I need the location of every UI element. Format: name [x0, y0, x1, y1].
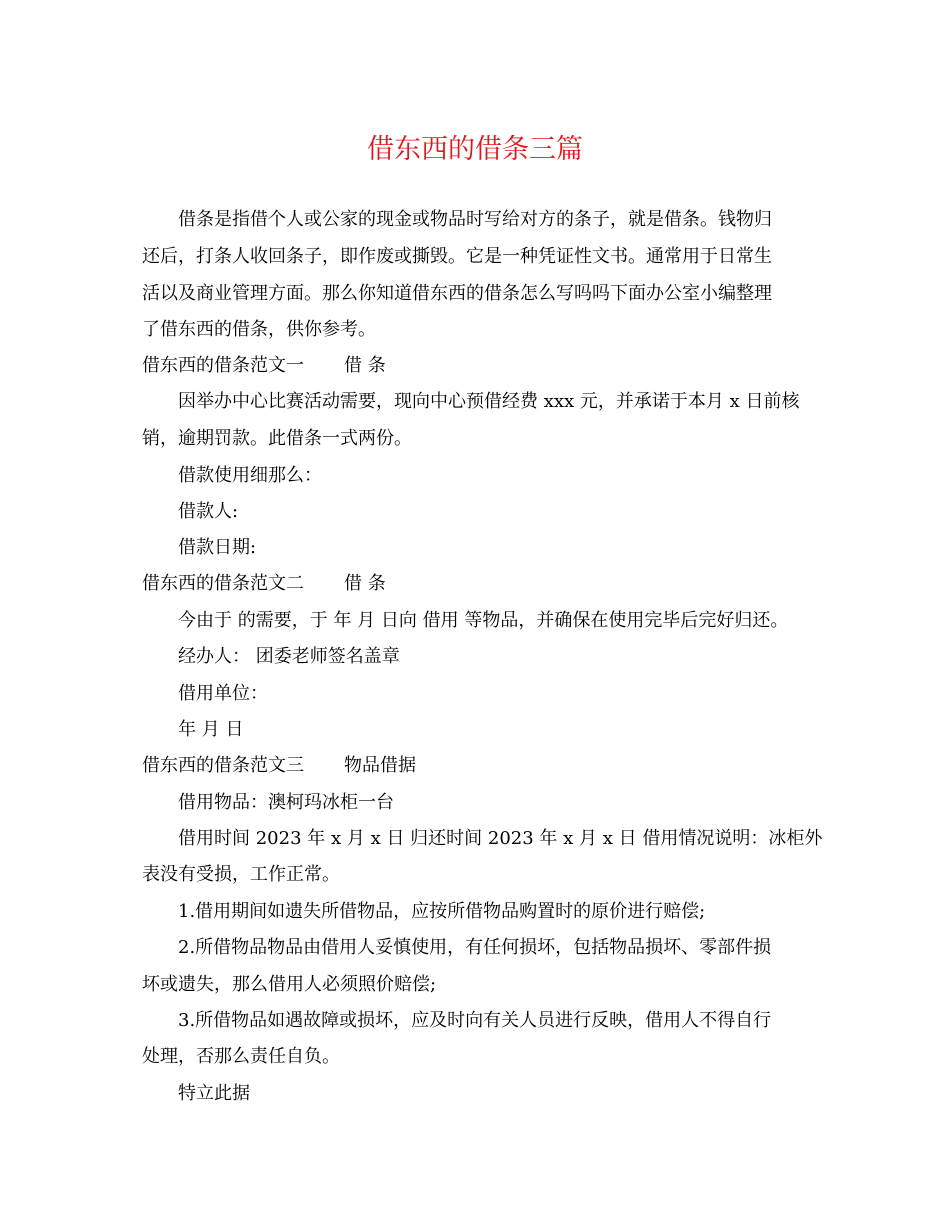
- sample3-item: 借用物品：澳柯玛冰柜一台: [178, 792, 394, 813]
- intro-line: 还后，打条人收回条子，即作废或撕毁。它是一种凭证性文书。通常用于日常生: [142, 246, 772, 267]
- sample1-detail: 借款使用细那么：: [178, 465, 322, 486]
- sample2-handler: 经办人： 团委老师签名盖章: [178, 646, 400, 667]
- sample2-subheading: 借 条: [344, 573, 386, 594]
- sample3-rule3-line: 3.所借物品如遇故障或损坏，应及时向有关人员进行反映，借用人不得自行: [178, 1010, 772, 1031]
- intro-line: 活以及商业管理方面。那么你知道借东西的借条怎么写吗吗下面办公室小编整理: [142, 283, 772, 304]
- sample1-subheading: 借 条: [344, 355, 386, 376]
- sample3-rule2-line: 坏或遗失，那么借用人必须照价赔偿;: [142, 974, 437, 995]
- sample1-body-line: 因举办中心比赛活动需要，现向中心预借经费 xxx 元，并承诺于本月 x 日前核: [178, 391, 800, 412]
- sample2-body: 今由于 的需要，于 年 月 日向 借用 等物品，并确保在使用完毕后完好归还。: [178, 610, 789, 631]
- sample3-rule2-line: 2.所借物品物品由借用人妥慎使用，有任何损坏，包括物品损坏、零部件损: [178, 937, 772, 958]
- sample3-subheading: 物品借据: [344, 755, 416, 776]
- sample1-date: 借款日期:: [178, 537, 257, 558]
- sample3-heading: 借东西的借条范文三: [142, 755, 304, 776]
- sample2-heading-row: [142, 566, 386, 602]
- sample2-unit: 借用单位：: [178, 683, 268, 704]
- sample2-date: 年 月 日: [178, 719, 244, 740]
- sample3-closing: 特立此据: [178, 1083, 250, 1104]
- sample1-heading-row: [142, 348, 386, 384]
- sample3-heading-row: [142, 748, 416, 784]
- intro-line: 借条是指借个人或公家的现金或物品时写给对方的条子，就是借条。钱物归: [178, 209, 772, 230]
- sample3-rule1: 1.借用期间如遗失所借物品，应按所借物品购置时的原价进行赔偿;: [178, 901, 706, 922]
- document-title: 借东西的借条三篇: [367, 134, 583, 165]
- sample1-body-line: 销，逾期罚款。此借条一式两份。: [142, 428, 412, 449]
- sample3-time-line: 表没有受损，工作正常。: [142, 864, 340, 885]
- sample3-time-line: 借用时间 2023 年 x 月 x 日 归还时间 2023 年 x 月 x 日 借用情况说明：冰柜外: [178, 828, 823, 849]
- sample1-borrower: 借款人:: [178, 501, 239, 522]
- sample1-heading: 借东西的借条范文一: [142, 355, 304, 376]
- intro-line: 了借东西的借条，供你参考。: [142, 319, 376, 340]
- sample3-rule3-line: 处理，否那么责任自负。: [142, 1046, 340, 1067]
- sample2-heading: 借东西的借条范文二: [142, 573, 304, 594]
